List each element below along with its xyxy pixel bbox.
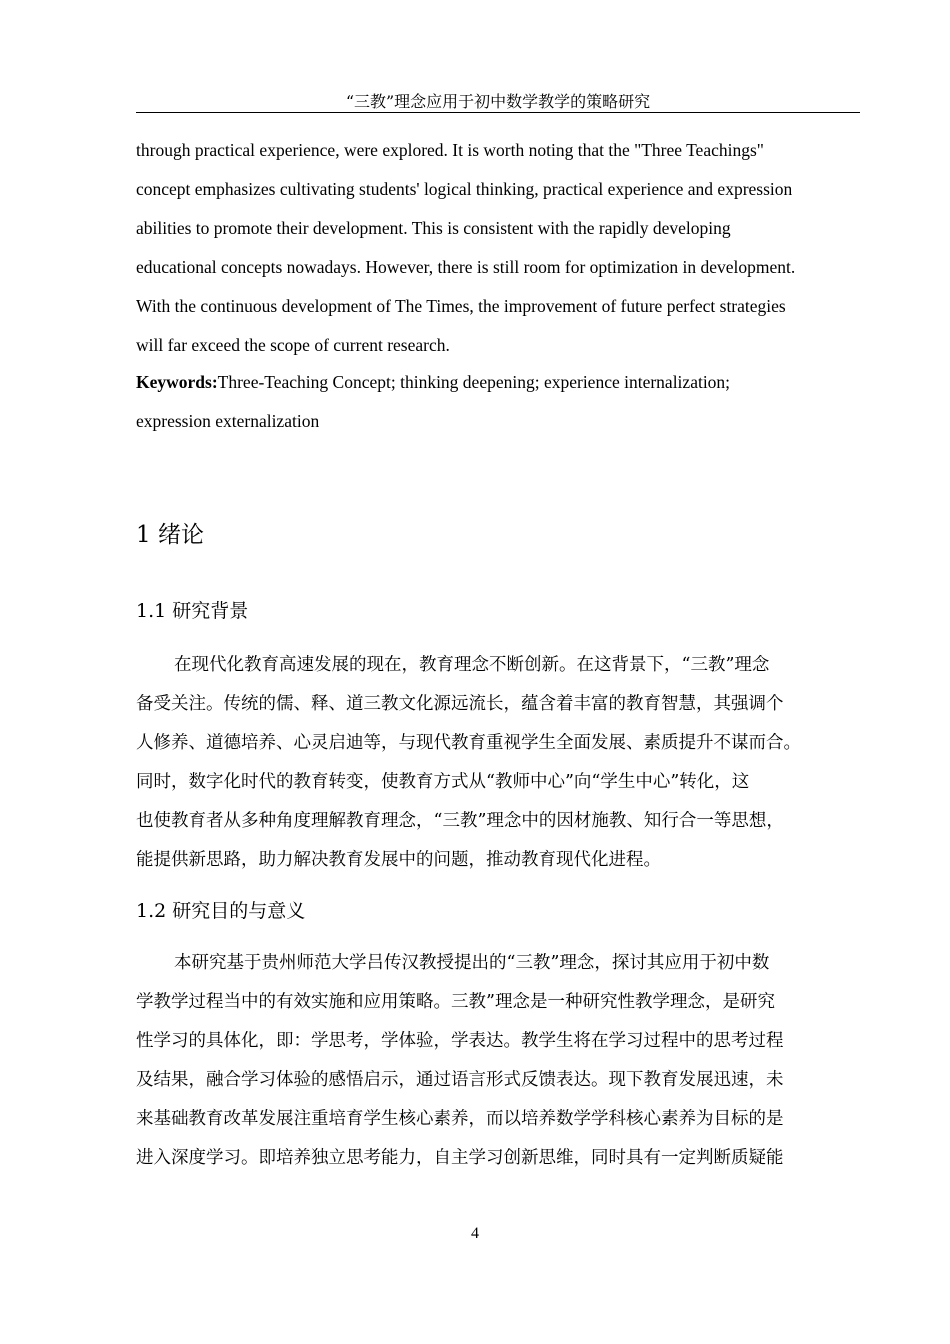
paragraph-line: 学教学过程当中的有效实施和应用策略。三教”理念是一种研究性教学理念，是研究 (136, 992, 775, 1012)
abstract-line: educational concepts nowadays. However, there is still room for optimization in development. (136, 257, 796, 277)
keywords-text: Three-Teaching Concept; thinking deepening; experience internalization; (217, 372, 731, 392)
background-paragraph (136, 646, 860, 880)
paragraph-line: 人修养、道德培养、心灵启迪等，与现代教育重视学生全面发展、素质提升不谋而合。 (136, 733, 801, 753)
paragraph-line: 来基础教育改革发展注重培育学生核心素养，而以培养数学学科核心素养为目标的是 (136, 1109, 784, 1129)
abstract-line: will far exceed the scope of current research. (136, 335, 450, 355)
running-header: “三教”理念应用于初中数学教学的策略研究 (345, 92, 651, 111)
abstract-line: With the continuous development of The Times, the improvement of future perfect strategies (136, 296, 786, 316)
paragraph-line: 同时，数字化时代的教育转变，使教育方式从“教师中心”向“学生中心”转化，这 (136, 772, 750, 792)
section-heading-1-1: 1.1 研究背景 (136, 600, 249, 622)
paragraph-line: 也使教育者从多种角度理解教育理念，“三教”理念中的因材施教、知行合一等思想， (136, 811, 784, 831)
abstract-line: through practical experience, were explored. It is worth noting that the "Three Teachings" (136, 140, 764, 160)
paragraph-line: 在现代化教育高速发展的现在，教育理念不断创新。在这背景下，“三教”理念 (174, 655, 770, 675)
keywords-line: expression externalization (136, 411, 320, 431)
page-number: 4 (471, 1225, 479, 1242)
keywords (136, 363, 864, 441)
paragraph-line: 及结果，融合学习体验的感悟启示，通过语言形式反馈表达。现下教育发展迅速，未 (136, 1070, 784, 1090)
header-rule (136, 112, 860, 113)
paragraph-line: 备受关注。传统的儒、释、道三教文化源远流长，蕴含着丰富的教育智慧，其强调个 (136, 694, 784, 714)
paragraph-line: 能提供新思路，助力解决教育发展中的问题，推动教育现代化进程。 (136, 850, 661, 870)
abstract-line: abilities to promote their development. This is consistent with the rapidly developing (136, 218, 731, 238)
abstract-line: concept emphasizes cultivating students' logical thinking, practical experience and expression (136, 179, 793, 199)
paragraph-line: 性学习的具体化，即：学思考，学体验，学表达。教学生将在学习过程中的思考过程 (136, 1031, 784, 1051)
section-heading-1: 1 绪论 (136, 522, 204, 548)
purpose-paragraph (136, 944, 860, 1178)
section-heading-1-2: 1.2 研究目的与意义 (136, 900, 306, 922)
paragraph-line: 本研究基于贵州师范大学吕传汉教授提出的“三教”理念，探讨其应用于初中数 (174, 953, 770, 973)
paragraph-line: 进入深度学习。即培养独立思考能力，自主学习创新思维，同时具有一定判断质疑能 (136, 1148, 784, 1168)
keywords-line (136, 363, 864, 402)
abstract-paragraph (136, 131, 864, 365)
keywords-label: Keywords: (136, 372, 218, 392)
